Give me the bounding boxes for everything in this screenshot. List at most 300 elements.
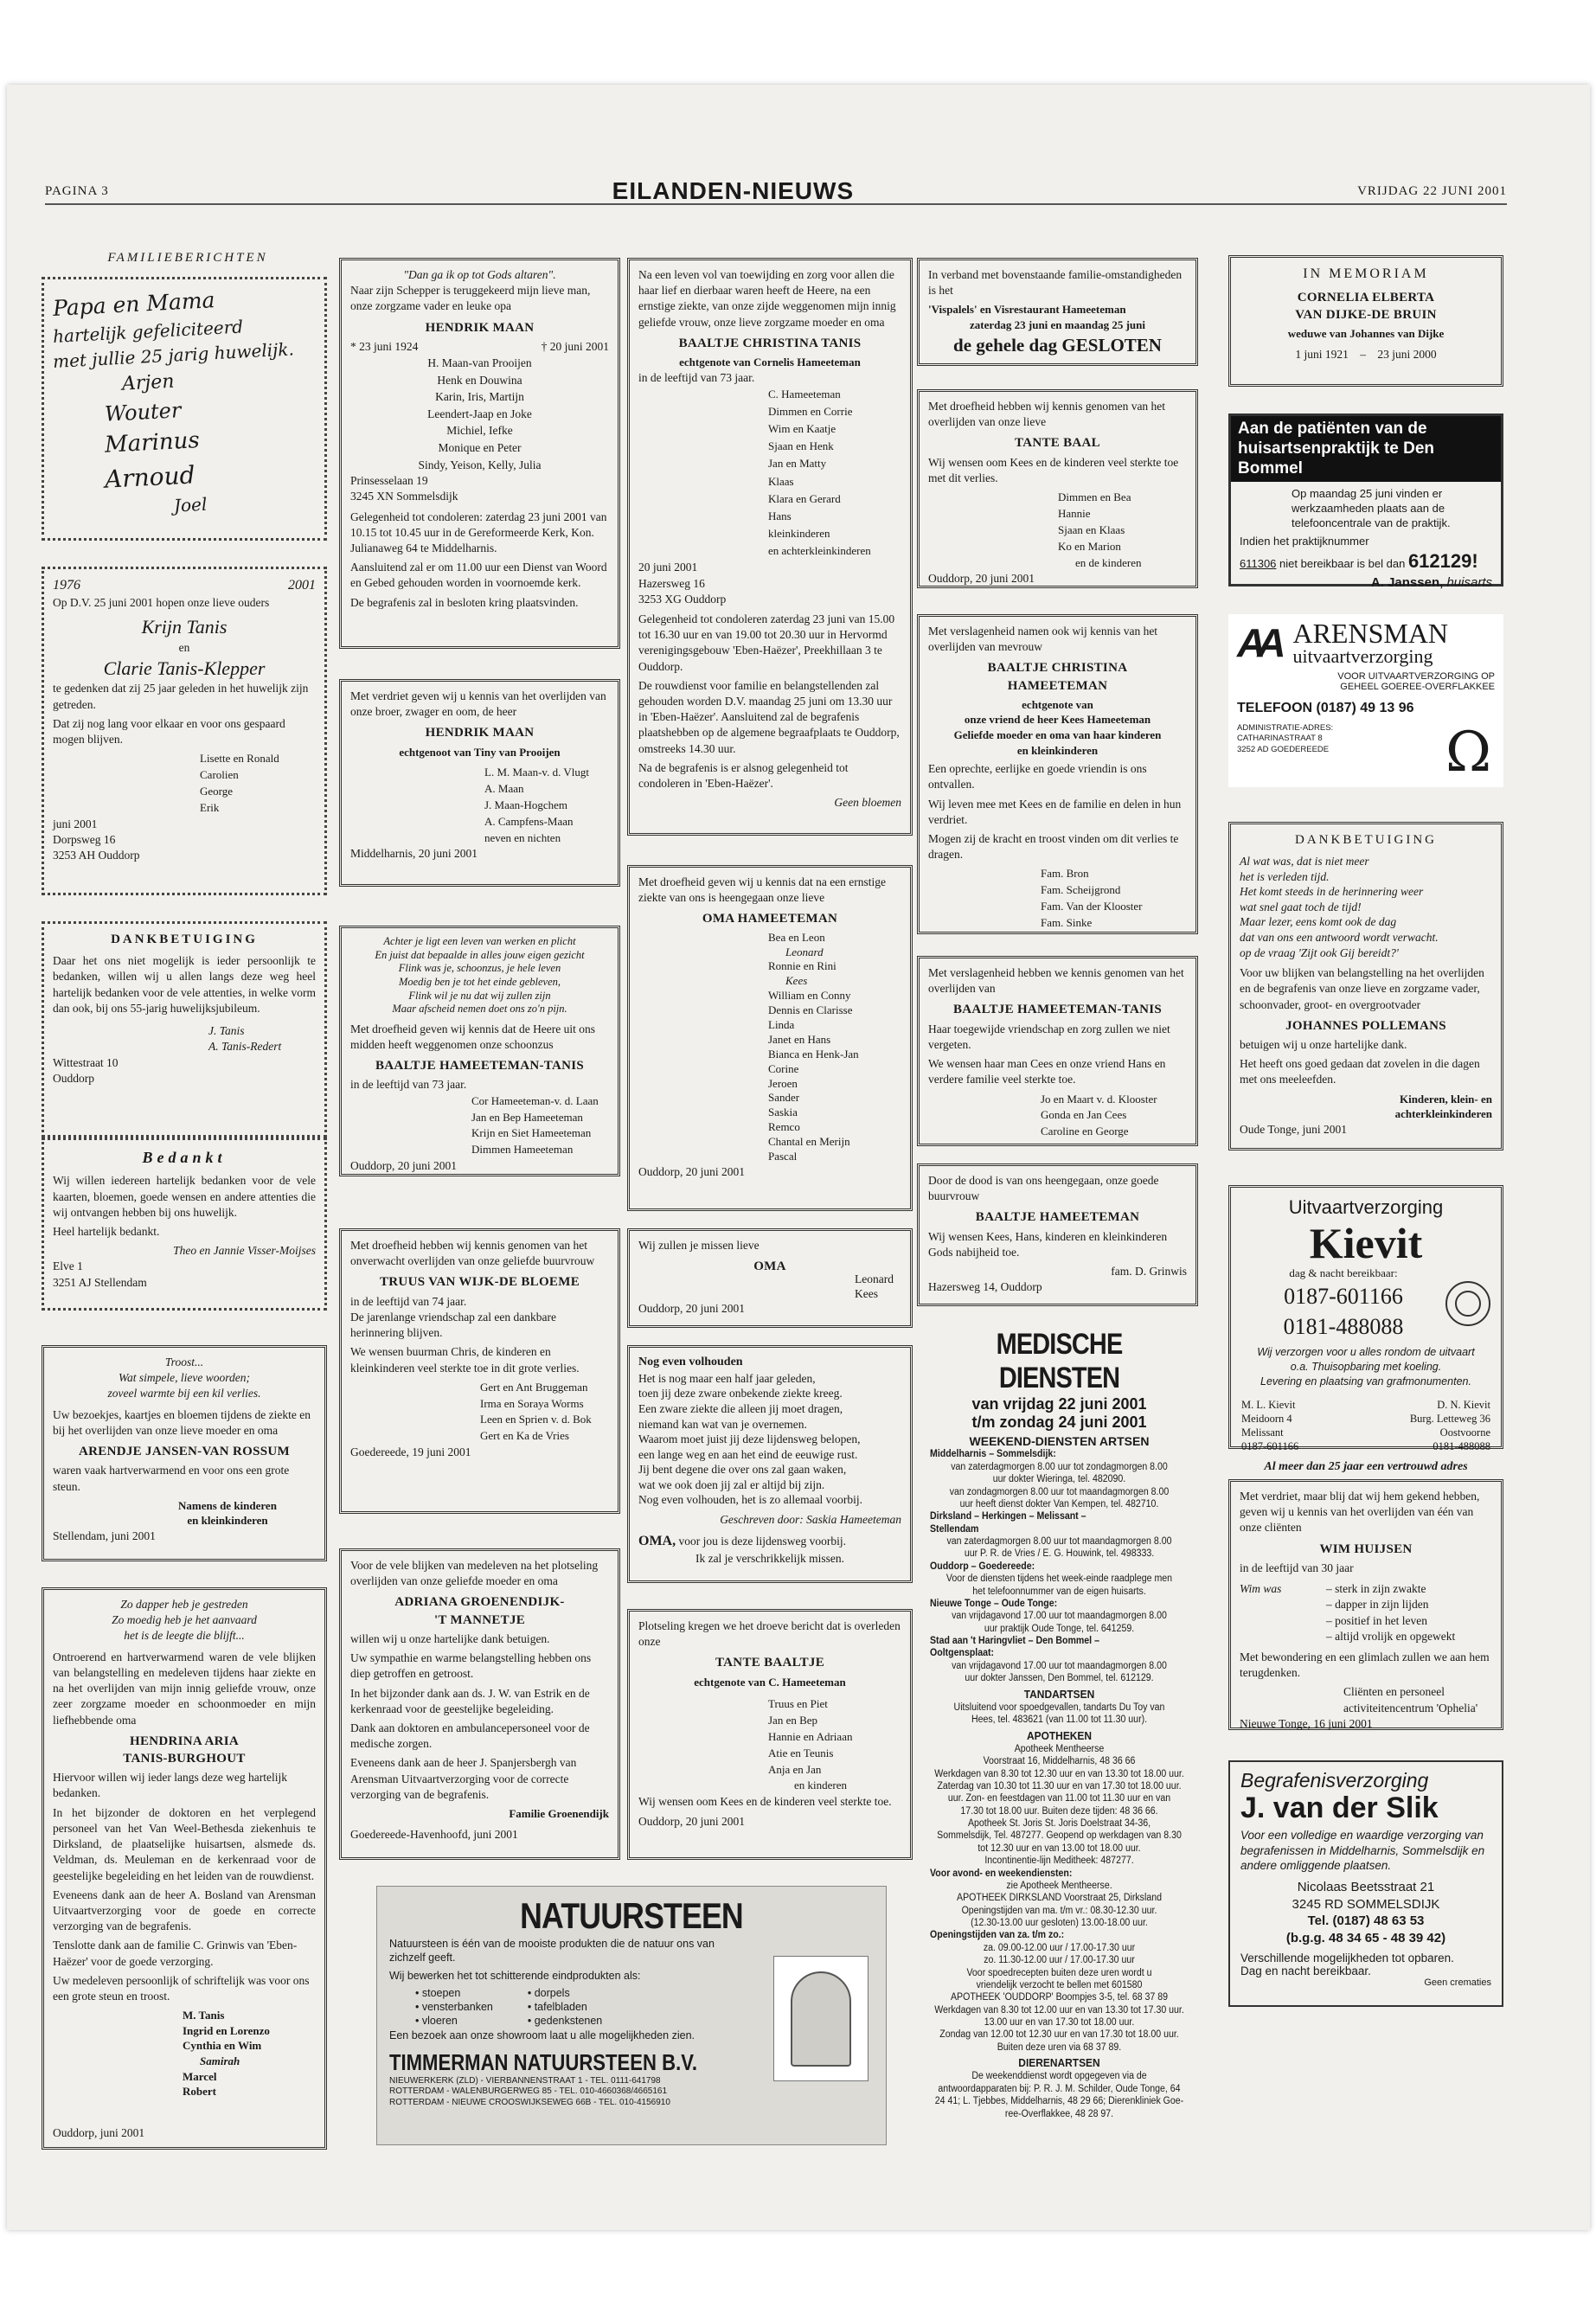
advert-address: Burg. Letteweg 36 <box>1409 1412 1490 1425</box>
family-member: Kees <box>785 974 808 988</box>
signature: Robert <box>183 2085 216 2099</box>
trait-item: – positief in het leven <box>1326 1613 1427 1627</box>
signature: Geschreven door: Saskia Hameeteman <box>720 1512 901 1526</box>
family-member: en de kinderen <box>1075 555 1142 569</box>
medical-line: uur P. R. de Vries / E. G. Houwink, tel. 498333. <box>964 1548 1155 1560</box>
medical-line: Stellendam <box>930 1523 979 1535</box>
medical-line: Ooltgensplaat: <box>930 1648 995 1659</box>
family-member: Dennis en Clarisse <box>768 1003 853 1017</box>
medical-line: 17.30 tot 18.00 uur. Buiten deze tijden: 48 36 66. <box>960 1805 1158 1817</box>
family-member: Linda <box>768 1018 795 1032</box>
obituary-oma-hameeteman <box>627 865 913 1211</box>
family-member: Truus en Piet <box>768 1697 828 1711</box>
signature: Ingrid en Lorenzo <box>183 2023 270 2037</box>
obituary-huijsen <box>1228 1479 1503 1730</box>
trait-item: – altijd vrolijk en opgewekt <box>1326 1629 1456 1643</box>
advert-title: NATUURSTEEN <box>520 1895 743 1936</box>
signature: Geen bloemen <box>834 796 901 810</box>
address-line: Hazersweg 16 <box>638 576 705 590</box>
medical-line: vriendelijk verzocht te bellen met 601580 <box>976 1979 1143 1990</box>
notice-text: Met droefheid geven wij kennis dat de Heere uit ons midden heeft weggenomen onze schoonzus <box>350 1022 596 1051</box>
handwritten-greeting <box>42 277 327 541</box>
jubilee-notice <box>42 567 327 895</box>
deceased-subtitle: echtgenote van <box>1022 697 1093 711</box>
signature: J. Tanis <box>208 1024 245 1038</box>
notice-text: Gelegenheid tot condoleren zaterdag 23 juni van 15.00 tot 16.30 uur en van 19.00 tot 20.30 uur in Hervormd verenigingsgebouw 'Eben-Haëzer', Preekhillaan 3 te Ouddorp. <box>638 612 895 673</box>
notice-text: Met verdriet, maar blij dat wij hem gekend hebben, geven wij u kennis van het overlijden van één van onze cliënten <box>1240 1490 1480 1535</box>
product-item: • gedenkstenen <box>527 2015 603 2028</box>
medical-line: zo. 11.30-12.00 uur / 17.00-17.30 uur <box>984 1955 1135 1966</box>
notice-text: Eveneens dank aan de heer A. Bosland van Arensman Uitvaartverzorging voor de goede en correcte verzorging van de begrafenis. <box>53 1888 316 1933</box>
notice-text: De jarenlange vriendschap zal een dankbare herinnering blijven. <box>350 1310 556 1340</box>
poem-line: Wat simpele, lieve woorden; <box>119 1371 250 1385</box>
notice-text: Het heeft ons goed gedaan dat zovelen in die dagen met ons meeleefden. <box>1240 1057 1480 1086</box>
notice-text: Haar toegewijde vriendschap en zorg zullen we niet vergeten. <box>928 1022 1170 1051</box>
traits-label: Wim was <box>1240 1582 1282 1596</box>
phone-number: 0181-488088 <box>1283 1313 1404 1339</box>
advert-brand: TIMMERMAN NATUURSTEEN B.V. <box>389 2048 698 2075</box>
in-memoriam-notice <box>1228 255 1503 387</box>
deceased-age: in de leeftijd van 73 jaar. <box>350 1078 467 1092</box>
child-name: Lisette en Ronald <box>200 752 279 766</box>
poem-line: Maar lezer, eens komt ook de dag <box>1240 915 1397 929</box>
family-member: Janet en Hans <box>768 1032 831 1046</box>
oma-label: OMA, <box>638 1534 676 1549</box>
advert-address: D. N. Kievit <box>1437 1398 1490 1411</box>
thanks-notice-burghout <box>42 1587 327 2150</box>
advert-slogan: Al meer dan 25 jaar een vertrouwd adres <box>1264 1459 1468 1473</box>
child-name: Carolien <box>200 768 239 782</box>
address-line: Wittestraat 10 <box>53 1055 119 1069</box>
medical-line: Uitsluitend voor spoedgevallen, tandarts Du Toy van <box>953 1702 1165 1713</box>
poem-line: een lange weg en aan het eind de eeuwige rust. <box>638 1447 858 1461</box>
notice-text: Uw bezoekjes, kaartjes en bloemen tijdens de ziekte en bij het overlijden van onze lieve moeder en oma <box>53 1407 311 1437</box>
family-member: Sjaan en Klaas <box>1058 522 1125 536</box>
family-member: Karin, Iris, Martijn <box>435 390 524 404</box>
spouse-name: Krijn Tanis <box>141 615 228 638</box>
omega-logo: Ω <box>1445 721 1491 785</box>
notice-text: Voor de vele blijken van medeleven na het plotseling overlijden van onze geliefde moeder en oma <box>350 1559 599 1588</box>
medical-line: Voor avond- en weekendiensten: <box>930 1868 1073 1879</box>
obituary-maan-family <box>339 258 620 649</box>
advert-text: Natuursteen is één van de mooiste produkten die de natuur ons van zichzelf geeft. <box>389 1938 715 1965</box>
signature: Theo en Jannie Visser-Moijses <box>173 1244 316 1258</box>
obituary-hameeteman-tanis-friends <box>917 956 1198 1146</box>
jubilee-intro: Op D.V. 25 juni 2001 hopen onze lieve ouders <box>53 595 270 609</box>
deceased-age: in de leeftijd van 74 jaar. <box>350 1294 467 1308</box>
medical-line: uur heeft dienst dokter Van Kempen, tel. 482710. <box>959 1498 1159 1509</box>
signature: fam. D. Grinwis <box>1111 1265 1187 1279</box>
obituary-truus <box>339 1228 620 1514</box>
child-name: George <box>200 784 234 798</box>
poem-line: Moedig ben je tot het einde gebleven, <box>398 975 561 988</box>
hand-line: Arjen <box>121 370 176 396</box>
year-start: 1976 <box>53 578 80 593</box>
deceased-name: WIM HUIJSEN <box>1319 1541 1413 1556</box>
thanks-notice-visser <box>42 1138 327 1311</box>
medical-line: uur praktijk Oude Tonge, tel. 641259. <box>984 1623 1135 1634</box>
notice-text: Hiervoor willen wij ieder langs deze weg hartelijk bedanken. <box>53 1771 288 1800</box>
family-member: A. Campfens-Maan <box>484 814 574 828</box>
signature: Marcel <box>183 2069 217 2083</box>
notice-text: Heel hartelijk bedankt. <box>53 1224 160 1238</box>
obituary-buurvrouw <box>917 1163 1198 1306</box>
notice-text: In verband met bovenstaande familie-omstandigheden is het <box>928 268 1183 298</box>
notice-text: Met verdriet geven wij u kennis van het overlijden van onze broer, zwager en oom, de heer <box>350 689 606 719</box>
obituary-baaltje-tanis <box>627 258 913 836</box>
notice-place: Ouddorp, 20 juni 2001 <box>638 1164 745 1178</box>
hand-line: Papa en Mama <box>52 287 216 321</box>
deceased-name: HENDRINA ARIA <box>129 1734 239 1748</box>
poem-line: zoveel warmte bij een kil verlies. <box>107 1387 261 1400</box>
medical-line: Middelharnis – Sommelsdijk: <box>930 1449 1056 1460</box>
deceased-age: in de leeftijd van 30 jaar <box>1240 1561 1354 1574</box>
poem-line: Het is nog maar een half jaar geleden, <box>638 1371 816 1385</box>
deceased-name: BAALTJE HAMEETEMAN <box>975 1210 1140 1225</box>
address-line: Ouddorp <box>53 1071 94 1085</box>
family-member: Saskia <box>768 1106 798 1119</box>
birth-date: 1 juni 1921 <box>1295 347 1349 361</box>
notice-place: Nieuwe Tonge, 16 juni 2001 <box>1240 1716 1373 1730</box>
family-member: en kinderen <box>794 1779 848 1792</box>
child-name: Erik <box>200 800 220 814</box>
family-member: Hannie en Adriaan <box>768 1729 853 1743</box>
notice-text: Wij wensen oom Kees en de kinderen veel sterkte toe. <box>638 1795 892 1809</box>
poem-line: niemand kan wat van je overnemen. <box>638 1417 807 1431</box>
advert-address: Nicolaas Beetsstraat 21 <box>1297 1880 1435 1895</box>
notice-text: zaterdag 23 juni en maandag 25 juni <box>970 317 1145 331</box>
family-member: Ko en Marion <box>1058 539 1121 553</box>
natuursteen-advert <box>376 1886 887 2145</box>
hand-line: Wouter <box>104 398 182 426</box>
notice-text: Op maandag 25 juni vinden er werkzaamheden plaats aan de telefooncentrale van de praktijk. <box>1292 487 1451 530</box>
advert-text: VOOR UITVAARTVERZORGING OP <box>1337 671 1495 682</box>
product-item: • dorpels <box>527 1986 570 1999</box>
deceased-name: TANTE BAAL <box>1015 436 1100 451</box>
notice-text: Met droefheid hebben wij kennis genomen van het onverwacht overlijden van onze geliefde buurvrouw <box>350 1239 595 1268</box>
poem-line: Flink was je, schoonzus, je hele leven <box>398 962 561 975</box>
notice-text: Met droefheid hebben wij kennis genomen van het overlijden van onze lieve <box>928 400 1166 429</box>
family-member: Fam. Sinke <box>1041 915 1093 929</box>
poem-line: Zo dapper heb je gestreden <box>120 1598 248 1611</box>
notice-text: willen wij u onze hartelijke dank betuigen. <box>350 1631 550 1645</box>
newspaper-title: EILANDEN-NIEUWS <box>612 177 855 204</box>
death-date: † 20 juni 2001 <box>541 339 609 353</box>
obituary-hameeteman-tanis <box>339 926 620 1176</box>
thanks-notice-jansen <box>42 1345 327 1561</box>
advert-text: o.a. Thuisopbaring met koeling. <box>1290 1360 1442 1373</box>
poem-line: toen jij deze zware onbekende ziekte kreeg. <box>638 1387 843 1400</box>
medical-line: antwoordapparaten bij: P. R. J. M. Schilder, Oude Tonge, 64 <box>938 2083 1181 2094</box>
notice-title: IN MEMORIAM <box>1303 266 1429 281</box>
address-line: Prinsesselaan 19 <box>350 474 428 488</box>
family-member: Sindy, Yeison, Kelly, Julia <box>418 458 542 471</box>
poem-line: Waarom moet juist jij deze lijdensweg belopen, <box>638 1433 861 1446</box>
advert-address: NIEUWERKERK (ZLD) - VIERBANNENSTRAAT 1 - TEL. 0111-641798 <box>389 2075 661 2086</box>
family-member: en achterkleinkinderen <box>768 544 871 558</box>
notice-place: Hazersweg 14, Ouddorp <box>928 1280 1042 1294</box>
notice-text: niet bereikbaar is bel dan <box>1279 556 1406 570</box>
family-member: Fam. Bron <box>1041 867 1089 881</box>
deceased-subtitle: echtgenote van Cornelis Hameeteman <box>679 356 861 369</box>
signature: Familie Groenendijk <box>509 1807 609 1821</box>
medical-line: Nieuwe Tonge – Oude Tonge: <box>930 1598 1058 1609</box>
family-member: Jeroen <box>768 1076 798 1090</box>
family-member: Jo en Maart v. d. Klooster <box>1041 1092 1157 1106</box>
family-member: Jan en Bep <box>768 1714 818 1727</box>
medical-line: uur. Zon- en feestdagen van 11.00 tot 11.30 uur en van <box>947 1793 1171 1804</box>
medical-line: ree-Overflakkee, 48 28 97. <box>1004 2108 1114 2119</box>
family-member: Sjaan en Henk <box>768 439 834 453</box>
medical-line: 13.00 uur en van 17.30 tot 18.00 uur. <box>984 2017 1135 2028</box>
deceased-name: VAN DIJKE-DE BRUIN <box>1295 307 1437 322</box>
phone-number: (b.g.g. 48 34 65 - 48 39 42) <box>1285 1930 1446 1945</box>
family-member: Krijn en Siet Hameeteman <box>471 1126 592 1140</box>
deceased-name: TRUUS VAN WIJK-DE BLOEME <box>380 1275 580 1290</box>
medical-line: Incontinentie-lijn Meditheek: 487277. <box>984 1856 1134 1867</box>
address-line: 3245 XN Sommelsdijk <box>350 490 458 503</box>
thanks-notice-tanis <box>42 921 327 1138</box>
poem-line: Een zware ziekte die alleen jij moet dragen, <box>638 1401 843 1415</box>
medical-line: Hees, tel. 483621 (van 11.00 tot 11.30 uur). <box>971 1715 1148 1726</box>
notice-text: Daar het ons niet mogelijk is ieder persoonlijk te bedanken, willen wij u allen langs deze weg heel hartelijk bedanken voor de vele attenties, in welke vorm dan ook, bij ons 55-jarig huwelijksjubileum. <box>53 954 316 1015</box>
family-member: Gert en Ka de Vries <box>480 1429 569 1443</box>
advert-text: Levering en plaatsing van grafmonumenten. <box>1260 1375 1471 1388</box>
notice-text: De rouwdienst voor familie en belangstellenden zal gehouden worden D.V. maandag 25 juni om 13.30 uur in 'Eben-Haëzer'. Aansluitend zal de begrafenis plaatshebben op de algemene begraafplaats te Ouddorp, omstreeks 14.30 uur. <box>638 678 900 755</box>
deceased-subtitle: echtgenote van C. Hameeteman <box>694 1675 846 1689</box>
deceased-name: 'T MANNETJE <box>433 1612 526 1627</box>
notice-date: 20 juni 2001 <box>638 561 698 574</box>
hand-line: hartelijk gefeliciteerd <box>52 316 244 348</box>
signature: activiteitencentrum 'Ophelia' <box>1343 1701 1478 1715</box>
medical-line: za. 09.00-12.00 uur / 17.00-17.30 uur <box>983 1942 1136 1953</box>
notice-place: Oude Tonge, juni 2001 <box>1240 1122 1348 1136</box>
deceased-name: TANIS-BURGHOUT <box>123 1752 246 1766</box>
product-item: • tafelbladen <box>527 2001 587 2013</box>
family-member: Bea en Leon <box>768 930 825 944</box>
death-date: 23 juni 2000 <box>1377 347 1437 361</box>
medical-line: Apotheek St. Joris St. Joris Doelstraat 34-36, <box>967 1818 1151 1829</box>
notice-text: Tenslotte dank aan de familie C. Grinwis van 'Eben-Haëzer' voor de goede verzorging. <box>53 1939 298 1968</box>
address-line: 3251 AJ Stellendam <box>53 1275 147 1289</box>
deceased-name: ARENDJE JANSEN-VAN ROSSUM <box>79 1445 290 1459</box>
medical-line: Werkdagen van 8.30 tot 12.00 uur en van 13.30 tot 17.30 uur. <box>934 2004 1184 2016</box>
notice-text: Uw medeleven persoonlijk of schriftelijk was voor ons een grote steun en troost. <box>53 1973 310 2003</box>
family-member: Henk en Douwina <box>437 373 522 387</box>
signature-role: huisarts <box>1446 574 1492 590</box>
notice-text: Dank aan doktoren en ambulancepersoneel voor de medische zorgen. <box>350 1721 590 1751</box>
deceased-name: BAALTJE CHRISTINA TANIS <box>678 336 862 350</box>
advert-title: Begrafenisverzorging <box>1240 1769 1429 1791</box>
signature: M. Tanis <box>183 2009 225 2022</box>
medical-line: DIERENARTSEN <box>1018 2056 1100 2070</box>
phone-number: 611306 <box>1240 556 1277 570</box>
advert-text: Voor een volledige en waardige verzorging van begrafenissen in Middelharnis, Sommelsdijk en andere omliggende plaatsen. <box>1240 1829 1485 1873</box>
medical-line: van vrijdagavond 17.00 uur tot maandagmorgen 8.00 <box>952 1611 1167 1622</box>
family-member: Irma en Soraya Worms <box>480 1396 584 1410</box>
medical-line: (12.30-13.00 uur gesloten) 13.00-18.00 uur. <box>971 1918 1148 1928</box>
deceased-age: in de leeftijd van 73 jaar. <box>638 370 755 384</box>
medical-line: Voor spoedrecepten buiten deze uren wordt u <box>966 1967 1152 1978</box>
poem-line: Flink wil je nu dat wij zullen zijn <box>408 989 551 1002</box>
family-member: Remco <box>768 1120 800 1134</box>
family-member: A. Maan <box>484 782 524 796</box>
advert-address: CATHARINASTRAAT 8 <box>1237 734 1323 744</box>
notice-place: Stellendam, juni 2001 <box>53 1529 156 1542</box>
obituary-tante-baal <box>917 389 1198 588</box>
medical-title: MEDISCHE DIENSTEN <box>996 1328 1123 1394</box>
trait-item: – dapper in zijn lijden <box>1326 1598 1429 1612</box>
notice-text: De begrafenis zal in besloten kring plaatsvinden. <box>350 595 579 609</box>
medical-line: TANDARTSEN <box>1023 1687 1095 1701</box>
deceased-name: OMA <box>753 1259 786 1274</box>
family-member: Hans <box>768 509 792 522</box>
trait-item: – sterk in zijn zwakte <box>1326 1582 1426 1596</box>
medical-line: Stad aan 't Haringvliet – Den Bommel – <box>930 1636 1099 1646</box>
deceased-name: JOHANNES POLLEMANS <box>1285 1018 1446 1033</box>
thanks-notice-pollemans <box>1228 822 1503 1150</box>
jubilee-text: Dat zij nog lang voor elkaar en voor ons gespaard mogen blijven. <box>53 716 285 747</box>
family-member: Caroline en George <box>1041 1125 1129 1138</box>
notice-text: Aansluitend zal er om 11.00 uur een Dienst van Woord en Gebed gehouden worden in voornoemde kerk. <box>350 561 607 590</box>
family-member: Atie en Teunis <box>768 1746 834 1759</box>
notice-text: Voor uw blijken van belangstelling na het overlijden en de begrafenis van onze lieve en zorgzame vader, schoonvader, groot- en overgrootvader <box>1240 966 1484 1011</box>
advert-address: ROTTERDAM - NIEUWE CROOSWIJKSEWEG 66B - TEL. 010-4156910 <box>389 2097 670 2107</box>
advert-text: Een bezoek aan onze showroom laat u alle mogelijkheden zien. <box>389 2029 695 2041</box>
signature: Namens de kinderen <box>178 1498 277 1512</box>
advert-address: 3245 RD SOMMELSDIJK <box>1292 1896 1440 1912</box>
family-member: kleinkinderen <box>768 527 830 541</box>
deceased-name: HENDRIK MAAN <box>425 726 535 740</box>
notice-place: Ouddorp, 20 juni 2001 <box>638 1814 745 1828</box>
advert-text: Wij verzorgen voor u alles rondom de uitvaart <box>1257 1345 1475 1358</box>
family-member: Corine <box>768 1061 799 1075</box>
product-item: • vensterbanken <box>415 2001 493 2013</box>
poem-line: Ik zal je verschrikkelijk missen. <box>695 1551 845 1565</box>
deceased-subtitle: Geliefde moeder en oma van haar kinderen <box>953 728 1162 742</box>
family-member: Fam. Scheijgrond <box>1041 883 1121 897</box>
family-member: Leonard <box>785 945 824 958</box>
phone-number: 0187-601166 <box>1284 1283 1403 1309</box>
family-member: Michiel, Iefke <box>446 424 513 438</box>
advert-address: ADMINISTRATIE-ADRES: <box>1237 723 1334 733</box>
obituary-christina-hameeteman <box>917 614 1198 934</box>
notice-text: Met droefheid geven wij u kennis dat na een ernstige ziekte van ons is heengegaan onze lieve <box>638 875 887 905</box>
notice-text: Wij wensen Kees, Hans, kinderen en kleinkinderen Gods nabijheid toe. <box>928 1229 1168 1259</box>
signature: Kees <box>855 1286 878 1300</box>
notice-place: Ouddorp, juni 2001 <box>53 2125 145 2139</box>
medical-line: Ouddorp – Goedereede: <box>930 1561 1035 1572</box>
family-member: Sander <box>768 1091 800 1105</box>
hand-line: met jullie 25 jarig huwelijk. <box>52 338 295 373</box>
notice-text: betuigen wij u onze hartelijke dank. <box>1240 1037 1407 1051</box>
medical-subtitle: WEEKEND-DIENSTEN ARTSEN <box>969 1434 1150 1449</box>
notice-text: Met bewondering en een glimlach zullen we aan hem terugdenken. <box>1240 1650 1490 1680</box>
notice-text: Door de dood is van ons heengegaan, onze goede buurvrouw <box>928 1174 1159 1203</box>
advert-address: 3252 AD GOEDEREEDE <box>1237 744 1330 754</box>
hand-line: Joel <box>173 493 208 516</box>
family-member: Ronnie en Rini <box>768 959 836 973</box>
deceased-name: HENDRIK MAAN <box>425 320 535 335</box>
medical-line: APOTHEKEN <box>1026 1728 1093 1742</box>
family-member: Anja en Jan <box>768 1762 822 1776</box>
signature: A. Janssen, <box>1370 574 1444 590</box>
notice-text: Na de begrafenis is er alsnog gelegenheid tot condoleren in 'Eben-Haëzer'. <box>638 760 849 791</box>
poem-line: het is verleden tijd. <box>1240 869 1330 883</box>
notice-place: Goedereede-Havenhoofd, juni 2001 <box>350 1827 518 1841</box>
family-member: H. Maan-van Prooijen <box>427 356 532 370</box>
phone-number: 612129! <box>1407 549 1478 572</box>
hand-line: Marinus <box>104 427 201 458</box>
family-member: L. M. Maan-v. d. Vlugt <box>484 766 589 779</box>
advert-brand: J. van der Slik <box>1240 1791 1439 1824</box>
notice-text: Gelegenheid tot condoleren: zaterdag 23 juni 2001 van 10.15 tot 10.45 uur in de Gereformeerde Kerk, Kon. Julianaweg 64 te Middelharnis. <box>350 510 607 554</box>
notice-text: Eveneens dank aan de heer J. Spanjersbergh van Arensman Uitvaartverzorging voor de correcte verzorging van de begrafenis. <box>350 1756 577 1801</box>
deceased-subtitle: en kleinkinderen <box>1016 743 1099 757</box>
notice-title: DANKBETUIGING <box>111 933 258 946</box>
family-member: Dimmen Hameeteman <box>471 1143 574 1157</box>
advert-title: Uitvaartverzorging <box>1288 1196 1444 1218</box>
family-member: William en Conny <box>768 989 851 1003</box>
poem-line: Al wat was, dat is niet meer <box>1240 855 1369 868</box>
signature: A. Tanis-Redert <box>208 1040 282 1054</box>
closed-heading: de gehele dag GESLOTEN <box>953 334 1162 356</box>
notice-text: Wij leven mee met Kees en de familie en delen in hun verdriet. <box>928 797 1182 826</box>
medical-line: Werkdagen van 8.30 tot 12.30 uur en van 13.30 tot 18.00 uur. <box>934 1768 1184 1779</box>
poem-line: wat we ook doen jij zal er altijd bij zijn. <box>638 1477 825 1491</box>
advert-address: M. L. Kievit <box>1241 1398 1296 1411</box>
family-member: Klara en Gerard <box>768 491 841 505</box>
family-member: Wim en Kaatje <box>768 422 836 436</box>
thanks-notice-groenendijk <box>339 1548 620 1860</box>
deceased-subtitle: onze vriend de heer Kees Hameeteman <box>964 713 1151 727</box>
poem-line: wat snel gaat toch de tijd! <box>1240 900 1362 913</box>
deceased-name: BAALTJE HAMEETEMAN-TANIS <box>375 1059 584 1074</box>
emblem-icon <box>1445 1281 1490 1326</box>
family-member: Jan en Bep Hameeteman <box>471 1110 583 1124</box>
advert-address: 0181-488088 <box>1433 1440 1490 1453</box>
arensman-logo: AA <box>1237 620 1278 665</box>
family-member: Dimmen en Corrie <box>768 405 853 419</box>
obituary-maan-siblings <box>339 679 620 887</box>
deceased-subtitle: weduwe van Johannes van Dijke <box>1287 327 1445 341</box>
notice-title: Aan de patiënten van de <box>1238 420 1427 438</box>
signature: Leonard <box>855 1272 894 1286</box>
notice-text: Indien het praktijknummer <box>1240 535 1369 548</box>
signature: achterkleinkinderen <box>1394 1107 1492 1121</box>
medical-line: Buiten deze uren via 68 37 89. <box>997 2041 1122 2053</box>
family-member: Cor Hameeteman-v. d. Laan <box>471 1093 599 1107</box>
deceased-name: BAALTJE CHRISTINA <box>987 661 1128 676</box>
arensman-advert <box>1228 614 1503 787</box>
year-end: 2001 <box>288 578 316 593</box>
notice-text: Naar zijn Schepper is teruggekeerd mijn lieve man, onze zorgzame vader en leuke opa <box>350 284 591 313</box>
poem-line: Zo moedig heb je het aanvaard <box>112 1613 257 1627</box>
notice-text: We wensen haar man Cees en onze vriend Hans en verdere familie veel sterkte toe. <box>928 1057 1166 1086</box>
medical-line: Voor de diensten tijdens het week-einde raadplege men <box>945 1574 1173 1585</box>
address-line: Dorpsweg 16 <box>53 832 116 846</box>
signature: Samirah <box>200 2054 240 2067</box>
medical-line: APOTHEEK DIRKSLAND Voorstraat 25, Dirksland <box>957 1893 1162 1904</box>
poem-line: het is de leegte die blijft... <box>124 1629 245 1643</box>
signature: Cynthia en Wim <box>183 2039 262 2053</box>
deceased-subtitle: echtgenoot van Tiny van Prooijen <box>399 745 561 759</box>
jubilee-text: te gedenken dat zij 25 jaar geleden in het huwelijk zijn getreden. <box>53 682 309 711</box>
family-member: Fam. Van der Klooster <box>1041 900 1143 913</box>
medical-line: Dirksland – Herkingen – Melissant – <box>930 1511 1086 1522</box>
notice-title: DANKBETUIGING <box>1295 833 1437 847</box>
family-member: Chantal en Merijn <box>768 1135 850 1149</box>
